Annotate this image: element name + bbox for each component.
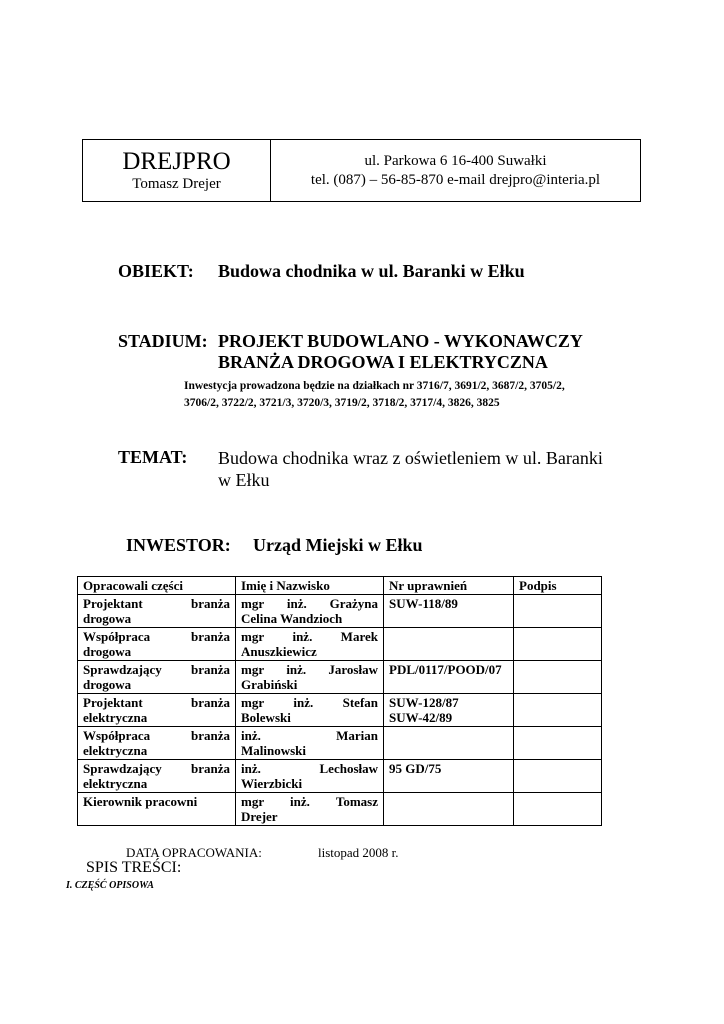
parcels-note-line2: 3706/2, 3722/2, 3721/3, 3720/3, 3719/2, 3718/2, 3717/4, 3826, 3825 — [184, 397, 500, 409]
date-label: DATA OPRACOWANIA: — [126, 845, 262, 860]
table-header-cell: Podpis — [514, 577, 602, 595]
stage-label: STADIUM: — [118, 331, 208, 351]
name-word: Grażyna — [329, 596, 378, 611]
license-line: SUW-118/89 — [389, 596, 458, 611]
license-cell — [384, 760, 514, 793]
name-word: inż. — [290, 794, 310, 809]
role-word: drogowa — [83, 644, 132, 659]
name-line: Celina Wandzioch — [241, 611, 343, 626]
role-word: Współpraca — [83, 629, 151, 644]
object-label: OBIEKT: — [118, 261, 194, 281]
name-word: inż. — [293, 695, 314, 710]
role-word: branża — [191, 761, 230, 776]
topic-label: TEMAT: — [118, 447, 188, 467]
role-word: drogowa — [83, 611, 132, 626]
object-value: Budowa chodnika w ul. Baranki w Ełku — [218, 261, 525, 281]
name-word: Tomasz — [335, 794, 378, 809]
stage-line2: BRANŻA DROGOWA I ELEKTRYCZNA — [218, 352, 548, 372]
signature-cell — [514, 661, 602, 694]
company-header-box — [82, 139, 641, 202]
role-word: branża — [191, 629, 230, 644]
role-word: drogowa — [83, 677, 132, 692]
name-word: inż. — [241, 728, 261, 743]
parcels-note-line1: Inwestycja prowadzona będzie na działkach nr 3716/7, 3691/2, 3687/2, 3705/2, — [184, 380, 565, 392]
signature-cell — [514, 628, 602, 661]
role-word: branża — [191, 662, 230, 677]
company-address: ul. Parkowa 6 16-400 Suwałki — [364, 152, 547, 169]
signature-cell — [514, 727, 602, 760]
role-cell — [78, 595, 236, 628]
company-contact-block — [271, 140, 640, 201]
name-word: Marek — [340, 629, 378, 644]
license-line: PDL/0117/POOD/07 — [389, 662, 502, 677]
role-cell — [78, 760, 236, 793]
license-cell — [384, 628, 514, 661]
role-word: branża — [191, 728, 230, 743]
staff-table — [77, 576, 602, 826]
name-line: Anuszkiewicz — [241, 644, 317, 659]
toc-title: SPIS TREŚCI: — [86, 859, 182, 876]
toc-item: I. CZĘŚĆ OPISOWA — [66, 880, 154, 891]
investor-value: Urząd Miejski w Ełku — [253, 535, 423, 555]
topic-line2: w Ełku — [218, 470, 270, 490]
role-cell — [78, 661, 236, 694]
license-line: SUW-128/87 — [389, 695, 459, 710]
name-line: Bolewski — [241, 710, 291, 725]
name-word: inż. — [241, 761, 261, 776]
name-word: mgr — [241, 596, 265, 611]
role-word: branża — [191, 695, 230, 710]
signature-cell — [514, 793, 602, 826]
name-word: mgr — [241, 794, 265, 809]
table-row — [78, 661, 602, 694]
table-row — [78, 595, 602, 628]
role-cell — [78, 793, 236, 826]
license-line: SUW-42/89 — [389, 710, 453, 725]
company-owner: Tomasz Drejer — [132, 176, 221, 192]
name-line: Grabiński — [241, 677, 298, 692]
signature-cell — [514, 694, 602, 727]
name-cell — [236, 661, 384, 694]
license-cell — [384, 793, 514, 826]
name-word: mgr — [241, 695, 265, 710]
role-word: Kierownik pracowni — [83, 794, 198, 809]
investor-label: INWESTOR: — [126, 535, 231, 555]
name-cell — [236, 694, 384, 727]
name-word: Marian — [336, 728, 378, 743]
name-word: Lechosław — [319, 761, 378, 776]
name-cell — [236, 727, 384, 760]
signature-cell — [514, 595, 602, 628]
name-cell — [236, 628, 384, 661]
topic-line1: Budowa chodnika wraz z oświetleniem w ul. Baranki — [218, 448, 603, 468]
license-cell — [384, 661, 514, 694]
table-header-cell: Nr uprawnień — [384, 577, 514, 595]
role-word: Projektant — [83, 695, 143, 710]
role-word: Sprawdzający — [83, 761, 162, 776]
name-word: mgr — [241, 629, 265, 644]
role-cell — [78, 727, 236, 760]
table-header-cell: Opracowali części — [78, 577, 236, 595]
name-word: inż. — [292, 629, 313, 644]
company-contact: tel. (087) – 56-85-870 e-mail drejpro@interia.pl — [310, 171, 601, 188]
license-cell — [384, 694, 514, 727]
role-cell — [78, 628, 236, 661]
name-word: Jarosław — [328, 662, 378, 677]
name-cell — [236, 595, 384, 628]
role-word: elektryczna — [83, 776, 148, 791]
name-word: inż. — [286, 662, 307, 677]
date-value: listopad 2008 r. — [318, 845, 399, 860]
name-word: mgr — [241, 662, 265, 677]
name-cell — [236, 793, 384, 826]
role-word: Projektant — [83, 596, 143, 611]
signature-cell — [514, 760, 602, 793]
role-cell — [78, 694, 236, 727]
name-word: Stefan — [342, 695, 378, 710]
role-word: elektryczna — [83, 743, 148, 758]
license-line: 95 GD/75 — [389, 761, 442, 776]
company-name: DREJPRO — [122, 148, 231, 175]
stage-line1: PROJEKT BUDOWLANO - WYKONAWCZY — [218, 331, 583, 351]
name-line: Wierzbicki — [241, 776, 303, 791]
role-word: elektryczna — [83, 710, 148, 725]
table-row — [78, 694, 602, 727]
license-cell — [384, 727, 514, 760]
name-line: Malinowski — [241, 743, 307, 758]
name-cell — [236, 760, 384, 793]
table-row — [78, 727, 602, 760]
name-line: Drejer — [241, 809, 278, 824]
table-row — [78, 793, 602, 826]
table-header-cell: Imię i Nazwisko — [236, 577, 384, 595]
role-word: branża — [191, 596, 230, 611]
table-row — [78, 628, 602, 661]
role-word: Sprawdzający — [83, 662, 162, 677]
table-row — [78, 760, 602, 793]
role-word: Współpraca — [83, 728, 151, 743]
name-word: inż. — [286, 596, 307, 611]
table-header-row — [78, 577, 602, 595]
company-block — [83, 140, 271, 201]
license-cell — [384, 595, 514, 628]
